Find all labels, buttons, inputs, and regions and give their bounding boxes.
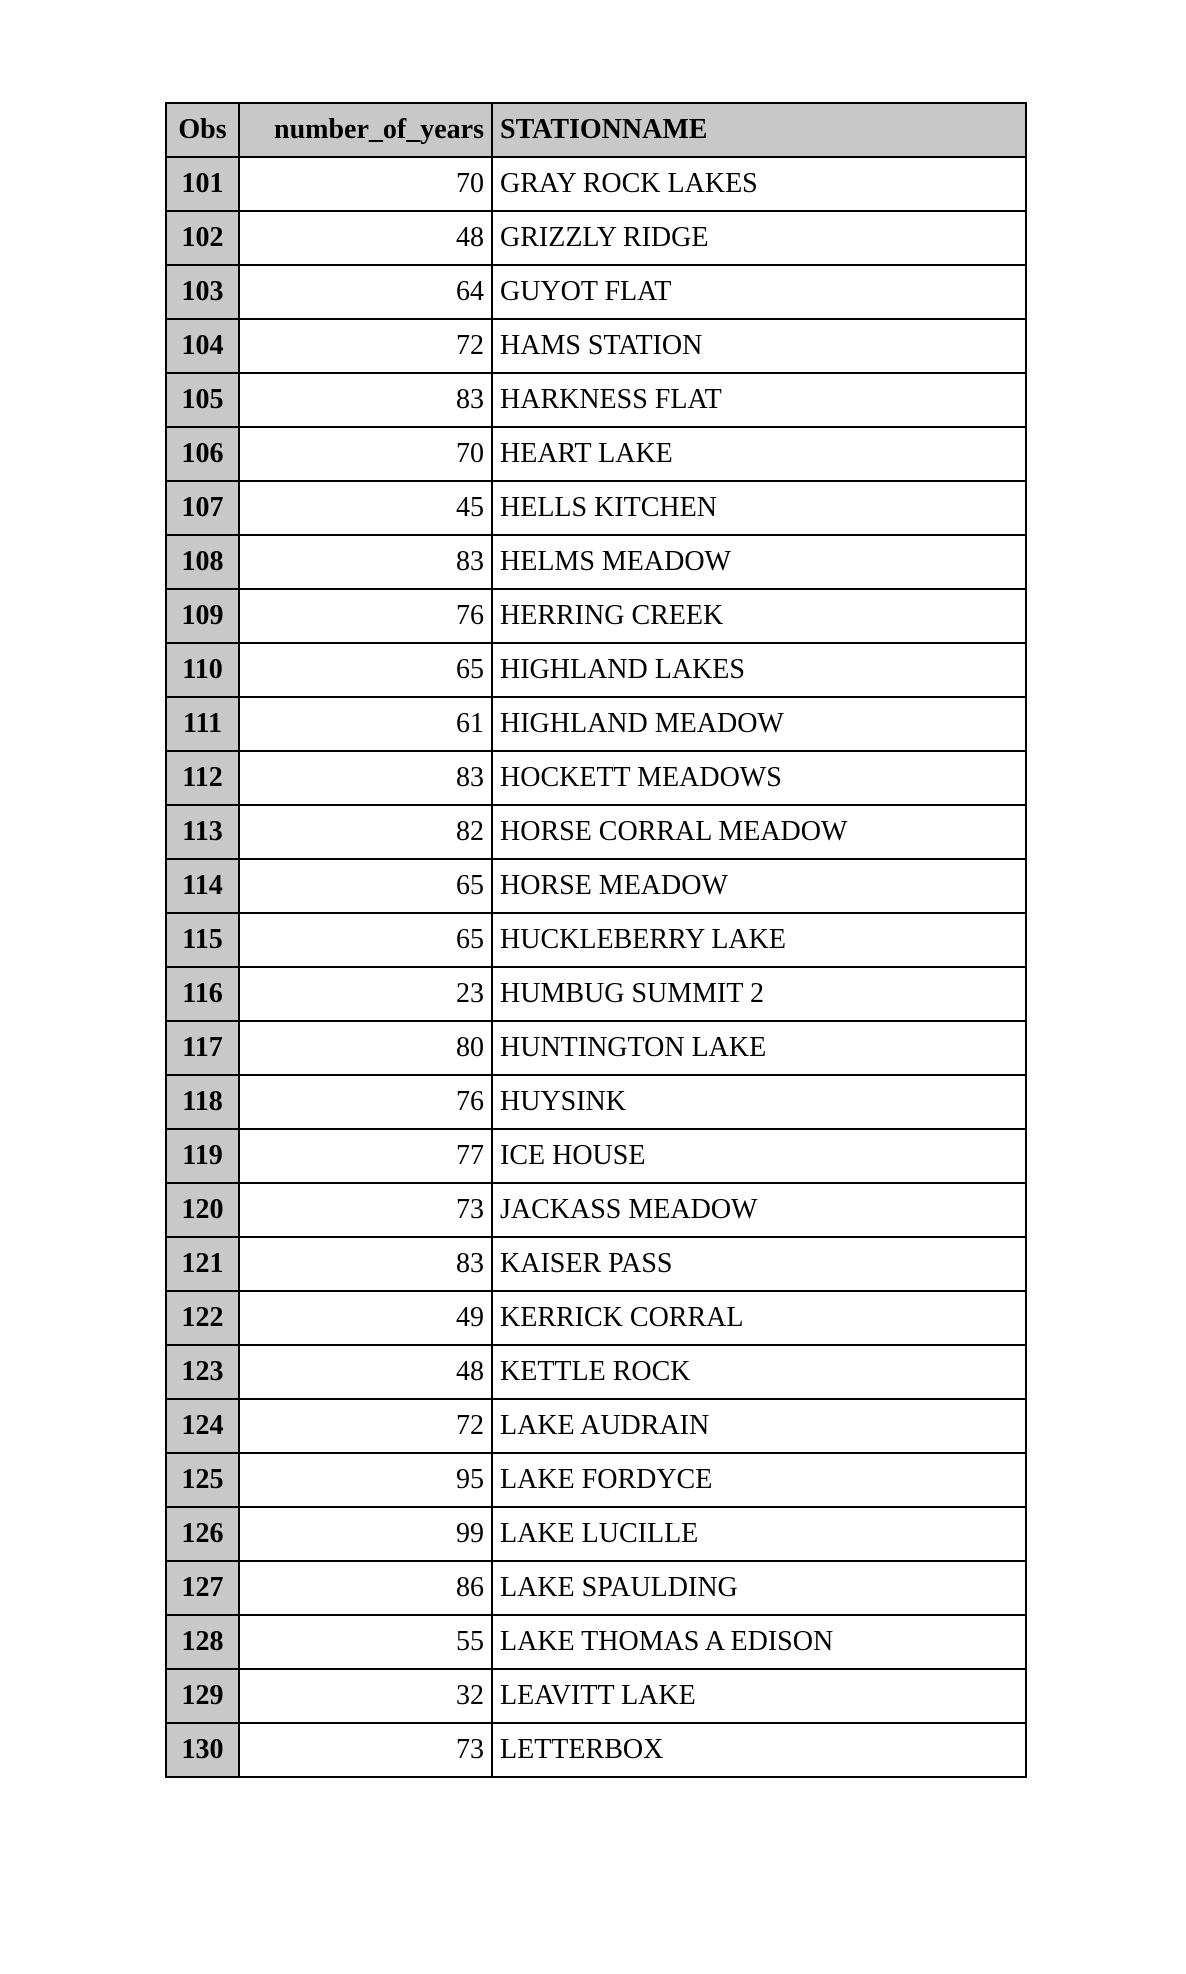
table-row [166, 1345, 1026, 1399]
number-of-years-cell: 23 [239, 967, 492, 1021]
stationname-cell: HORSE CORRAL MEADOW [492, 805, 1026, 859]
number-of-years-cell: 48 [239, 211, 492, 265]
obs-cell: 119 [166, 1129, 239, 1183]
table-row [166, 643, 1026, 697]
table-row [166, 1291, 1026, 1345]
obs-cell: 107 [166, 481, 239, 535]
stationname-cell: HELMS MEADOW [492, 535, 1026, 589]
table-row [166, 1075, 1026, 1129]
number-of-years-cell: 83 [239, 751, 492, 805]
header-row [166, 103, 1026, 157]
stationname-cell: KAISER PASS [492, 1237, 1026, 1291]
stationname-cell: LAKE FORDYCE [492, 1453, 1026, 1507]
obs-cell: 130 [166, 1723, 239, 1777]
obs-cell: 125 [166, 1453, 239, 1507]
number-of-years-cell: 48 [239, 1345, 492, 1399]
obs-cell: 121 [166, 1237, 239, 1291]
obs-cell: 103 [166, 265, 239, 319]
number-of-years-cell: 70 [239, 157, 492, 211]
stationname-cell: KETTLE ROCK [492, 1345, 1026, 1399]
number-of-years-cell: 76 [239, 589, 492, 643]
number-of-years-cell: 72 [239, 319, 492, 373]
number-of-years-cell: 32 [239, 1669, 492, 1723]
obs-cell: 114 [166, 859, 239, 913]
obs-cell: 101 [166, 157, 239, 211]
obs-cell: 127 [166, 1561, 239, 1615]
table-row [166, 1507, 1026, 1561]
number-of-years-cell: 45 [239, 481, 492, 535]
obs-cell: 126 [166, 1507, 239, 1561]
obs-cell: 113 [166, 805, 239, 859]
table-row [166, 1237, 1026, 1291]
stationname-cell: HERRING CREEK [492, 589, 1026, 643]
stationname-cell: HARKNESS FLAT [492, 373, 1026, 427]
table-row [166, 319, 1026, 373]
obs-cell: 111 [166, 697, 239, 751]
table-row [166, 1561, 1026, 1615]
obs-cell: 120 [166, 1183, 239, 1237]
table-header [166, 103, 1026, 157]
header-obs: Obs [166, 103, 239, 157]
obs-cell: 129 [166, 1669, 239, 1723]
table-row [166, 535, 1026, 589]
number-of-years-cell: 64 [239, 265, 492, 319]
table-row [166, 589, 1026, 643]
number-of-years-cell: 99 [239, 1507, 492, 1561]
obs-cell: 110 [166, 643, 239, 697]
stationname-cell: HIGHLAND MEADOW [492, 697, 1026, 751]
table-row [166, 751, 1026, 805]
obs-cell: 122 [166, 1291, 239, 1345]
table-row [166, 1669, 1026, 1723]
table-row [166, 1399, 1026, 1453]
obs-cell: 105 [166, 373, 239, 427]
table-row [166, 697, 1026, 751]
stationname-cell: KERRICK CORRAL [492, 1291, 1026, 1345]
number-of-years-cell: 49 [239, 1291, 492, 1345]
stationname-cell: HOCKETT MEADOWS [492, 751, 1026, 805]
number-of-years-cell: 82 [239, 805, 492, 859]
stationname-cell: GRIZZLY RIDGE [492, 211, 1026, 265]
stationname-cell: HAMS STATION [492, 319, 1026, 373]
stationname-cell: HUCKLEBERRY LAKE [492, 913, 1026, 967]
stationname-cell: ICE HOUSE [492, 1129, 1026, 1183]
table-row [166, 265, 1026, 319]
obs-cell: 124 [166, 1399, 239, 1453]
number-of-years-cell: 61 [239, 697, 492, 751]
number-of-years-cell: 72 [239, 1399, 492, 1453]
header-number-of-years: number_of_years [239, 103, 492, 157]
number-of-years-cell: 65 [239, 913, 492, 967]
obs-cell: 109 [166, 589, 239, 643]
table-row [166, 1723, 1026, 1777]
table-row [166, 859, 1026, 913]
stationname-cell: HELLS KITCHEN [492, 481, 1026, 535]
number-of-years-cell: 83 [239, 1237, 492, 1291]
stationname-cell: LAKE LUCILLE [492, 1507, 1026, 1561]
number-of-years-cell: 70 [239, 427, 492, 481]
stationname-cell: LEAVITT LAKE [492, 1669, 1026, 1723]
obs-cell: 102 [166, 211, 239, 265]
stationname-cell: HORSE MEADOW [492, 859, 1026, 913]
table-row [166, 481, 1026, 535]
obs-cell: 106 [166, 427, 239, 481]
stationname-cell: HUMBUG SUMMIT 2 [492, 967, 1026, 1021]
stationname-cell: HIGHLAND LAKES [492, 643, 1026, 697]
obs-cell: 118 [166, 1075, 239, 1129]
stationname-cell: HUNTINGTON LAKE [492, 1021, 1026, 1075]
number-of-years-cell: 86 [239, 1561, 492, 1615]
obs-cell: 116 [166, 967, 239, 1021]
header-stationname: STATIONNAME [492, 103, 1026, 157]
station-years-table [165, 102, 1027, 1778]
obs-cell: 115 [166, 913, 239, 967]
obs-cell: 104 [166, 319, 239, 373]
stationname-cell: GRAY ROCK LAKES [492, 157, 1026, 211]
stationname-cell: LAKE AUDRAIN [492, 1399, 1026, 1453]
table-row [166, 157, 1026, 211]
obs-cell: 108 [166, 535, 239, 589]
number-of-years-cell: 83 [239, 373, 492, 427]
table-row [166, 373, 1026, 427]
stationname-cell: HUYSINK [492, 1075, 1026, 1129]
number-of-years-cell: 73 [239, 1183, 492, 1237]
obs-cell: 123 [166, 1345, 239, 1399]
table-row [166, 1183, 1026, 1237]
number-of-years-cell: 83 [239, 535, 492, 589]
obs-cell: 117 [166, 1021, 239, 1075]
stationname-cell: LAKE THOMAS A EDISON [492, 1615, 1026, 1669]
stationname-cell: HEART LAKE [492, 427, 1026, 481]
table-row [166, 1021, 1026, 1075]
number-of-years-cell: 65 [239, 859, 492, 913]
table-row [166, 427, 1026, 481]
table-row [166, 913, 1026, 967]
number-of-years-cell: 80 [239, 1021, 492, 1075]
stationname-cell: GUYOT FLAT [492, 265, 1026, 319]
table-row [166, 1453, 1026, 1507]
number-of-years-cell: 76 [239, 1075, 492, 1129]
stationname-cell: LAKE SPAULDING [492, 1561, 1026, 1615]
number-of-years-cell: 55 [239, 1615, 492, 1669]
obs-cell: 112 [166, 751, 239, 805]
number-of-years-cell: 65 [239, 643, 492, 697]
number-of-years-cell: 73 [239, 1723, 492, 1777]
table-row [166, 1615, 1026, 1669]
obs-cell: 128 [166, 1615, 239, 1669]
stationname-cell: JACKASS MEADOW [492, 1183, 1026, 1237]
table-row [166, 967, 1026, 1021]
table-row [166, 211, 1026, 265]
number-of-years-cell: 77 [239, 1129, 492, 1183]
stationname-cell: LETTERBOX [492, 1723, 1026, 1777]
number-of-years-cell: 95 [239, 1453, 492, 1507]
table-body [166, 157, 1026, 1777]
table-row [166, 1129, 1026, 1183]
table-row [166, 805, 1026, 859]
